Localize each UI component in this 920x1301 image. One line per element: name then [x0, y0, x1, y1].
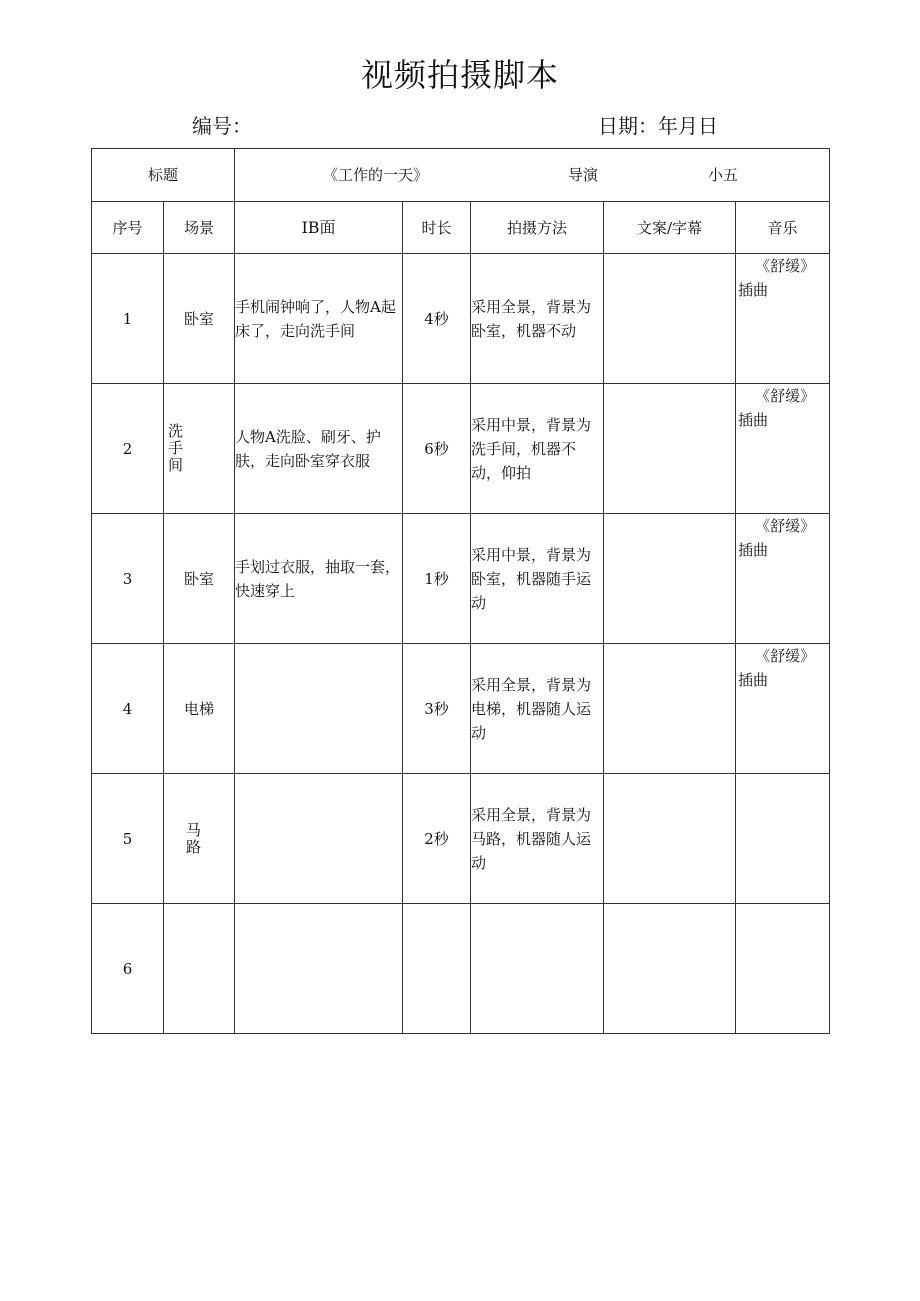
music-title: 《舒缓》 — [755, 257, 816, 275]
row-copy — [604, 254, 736, 384]
row-duration: 2秒 — [403, 774, 471, 904]
shooting-script-table — [91, 148, 830, 1034]
title-value-cell — [235, 149, 830, 202]
row-music — [736, 254, 830, 384]
music-type: 插曲 — [738, 671, 769, 689]
row-method — [471, 904, 604, 1034]
title-row — [92, 149, 830, 202]
music-title: 《舒缓》 — [755, 387, 816, 405]
director-name: 小五 — [708, 166, 739, 184]
table-row — [92, 904, 830, 1034]
music-type: 插曲 — [738, 411, 769, 429]
row-method: 采用全景，背景为马路，机器随人运动 — [471, 774, 604, 904]
row-duration: 4秒 — [403, 254, 471, 384]
row-scene: 卧室 — [164, 254, 235, 384]
row-number: 1 — [92, 254, 164, 384]
table-row — [92, 774, 830, 904]
row-copy — [604, 384, 736, 514]
row-method: 采用全景，背景为电梯，机器随人运动 — [471, 644, 604, 774]
row-scene: 卧室 — [164, 514, 235, 644]
table-row — [92, 644, 830, 774]
row-scene-char: 手 — [168, 439, 184, 457]
table-row — [92, 254, 830, 384]
row-copy — [604, 774, 736, 904]
row-number: 3 — [92, 514, 164, 644]
document-number-label: 编号： — [192, 114, 252, 138]
column-header-music: 音乐 — [736, 202, 830, 254]
row-scene — [164, 774, 235, 904]
table-row — [92, 384, 830, 514]
row-scene-char: 间 — [168, 456, 184, 474]
director-label: 导演 — [568, 166, 599, 184]
row-scene — [164, 384, 235, 514]
row-picture: 人物A洗脸、刷牙、护肤，走向卧室穿衣服 — [235, 384, 403, 514]
row-picture — [235, 904, 403, 1034]
row-method: 采用中景，背景为洗手间，机器不动，仰拍 — [471, 384, 604, 514]
row-scene-char: 马 — [186, 820, 202, 839]
row-number: 4 — [92, 644, 164, 774]
row-scene: 电梯 — [164, 644, 235, 774]
row-picture: 手划过衣服，抽取一套，快速穿上 — [235, 514, 403, 644]
music-type: 插曲 — [738, 281, 769, 299]
column-header-method: 拍摄方法 — [471, 202, 604, 254]
row-duration: 6秒 — [403, 384, 471, 514]
column-header-row — [92, 202, 830, 254]
row-method: 采用中景，背景为卧室，机器随手运动 — [471, 514, 604, 644]
row-duration — [403, 904, 471, 1034]
row-music — [736, 774, 830, 904]
row-copy — [604, 514, 736, 644]
column-header-scene: 场景 — [164, 202, 235, 254]
row-picture — [235, 774, 403, 904]
row-music — [736, 384, 830, 514]
title-label: 标题 — [92, 149, 235, 202]
row-scene-char: 洗 — [168, 422, 184, 440]
video-title: 《工作的一天》 — [323, 166, 429, 184]
row-duration: 1秒 — [403, 514, 471, 644]
music-title: 《舒缓》 — [755, 517, 816, 535]
row-scene — [164, 904, 235, 1034]
row-picture — [235, 644, 403, 774]
row-number: 5 — [92, 774, 164, 904]
row-number: 2 — [92, 384, 164, 514]
column-header-picture: IB面 — [235, 202, 403, 254]
row-picture: 手机闹钟响了，人物A起床了，走向洗手间 — [235, 254, 403, 384]
column-header-copy: 文案/字幕 — [604, 202, 736, 254]
music-type: 插曲 — [738, 541, 769, 559]
document-date-label: 日期：年月日 — [598, 114, 718, 138]
row-method: 采用全景，背景为卧室，机器不动 — [471, 254, 604, 384]
row-music — [736, 644, 830, 774]
row-copy — [604, 644, 736, 774]
page-title: 视频拍摄脚本 — [360, 56, 559, 94]
row-scene-char: 路 — [186, 837, 202, 856]
music-title: 《舒缓》 — [755, 647, 816, 665]
row-number: 6 — [92, 904, 164, 1034]
table-row — [92, 514, 830, 644]
column-header-no: 序号 — [92, 202, 164, 254]
row-duration: 3秒 — [403, 644, 471, 774]
row-copy — [604, 904, 736, 1034]
row-music — [736, 904, 830, 1034]
row-music — [736, 514, 830, 644]
column-header-duration: 时长 — [403, 202, 471, 254]
